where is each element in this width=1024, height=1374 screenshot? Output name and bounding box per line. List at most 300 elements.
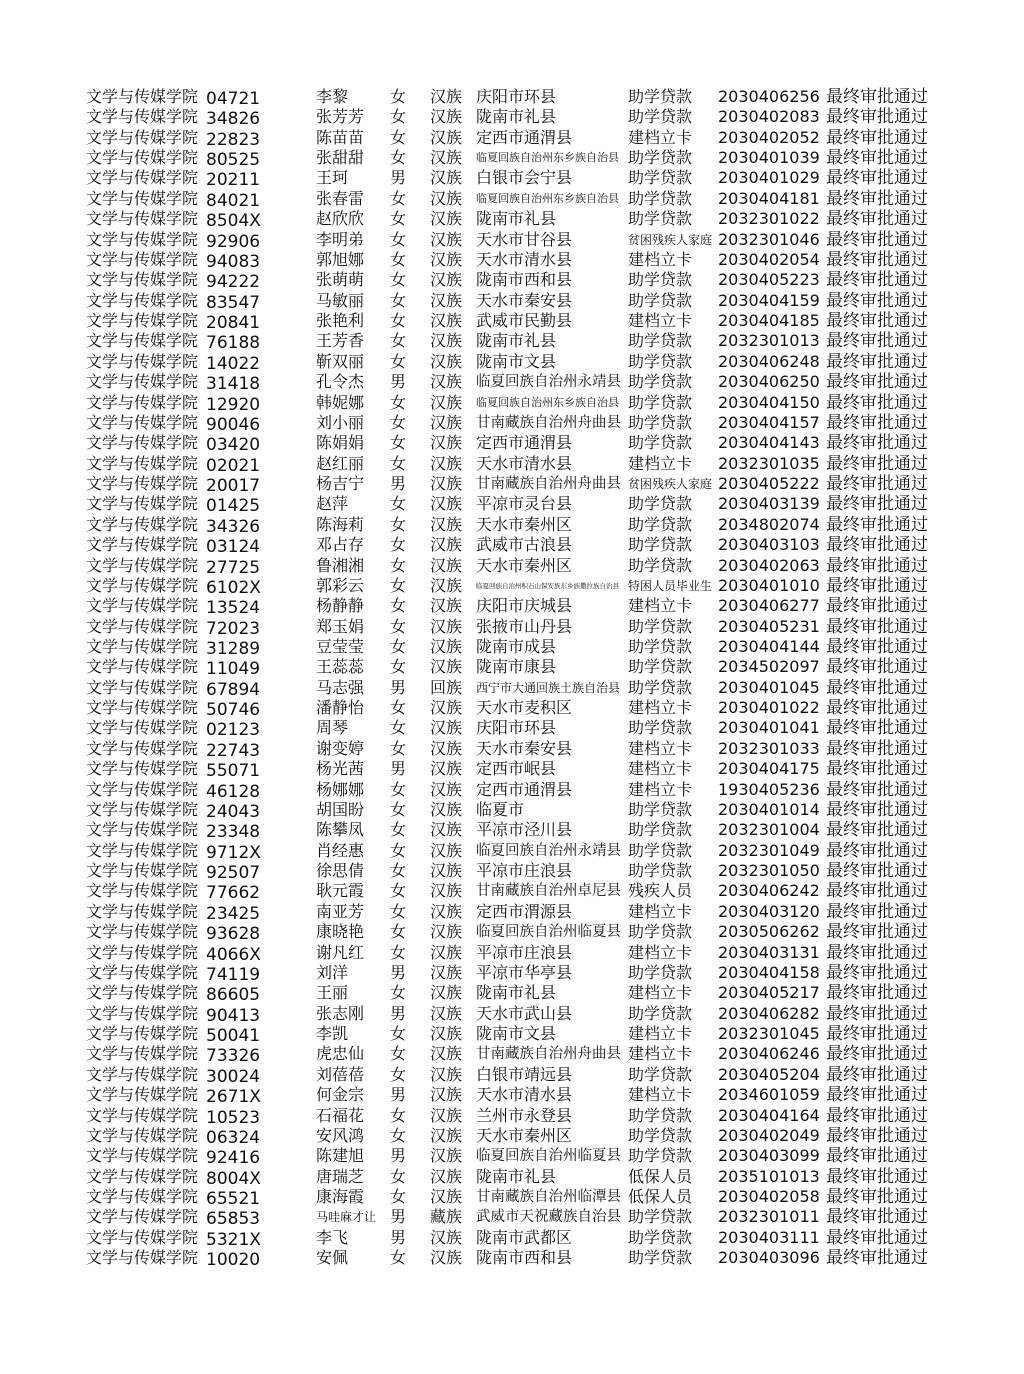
college-cell: 文学与传媒学院 (86, 799, 199, 819)
table-row (0, 1024, 1024, 1047)
category-cell: 助学贷款 (628, 616, 693, 636)
college-cell: 文学与传媒学院 (86, 372, 199, 392)
college-cell: 文学与传媒学院 (86, 535, 199, 555)
name-cell: 韩妮娜 (316, 392, 365, 412)
category-cell: 助学贷款 (628, 1227, 693, 1247)
name-cell: 李飞 (316, 1227, 349, 1247)
gender-cell: 女 (390, 636, 407, 656)
id-cell: 2671X (206, 1087, 261, 1108)
category-cell: 助学贷款 (628, 1207, 693, 1227)
name-cell: 李凯 (316, 1024, 349, 1044)
origin-cell: 陇南市西和县 (476, 1248, 573, 1268)
category-cell: 建档立卡 (628, 738, 693, 758)
category-cell: 建档立卡 (628, 983, 693, 1003)
origin-cell: 陇南市礼县 (476, 209, 557, 229)
category-cell: 建档立卡 (628, 698, 693, 718)
table-row (0, 270, 1024, 293)
category-cell: 助学贷款 (628, 535, 693, 555)
gender-cell: 女 (390, 616, 407, 636)
status-cell: 最终审批通过 (826, 759, 928, 780)
name-cell: 安佩 (316, 1248, 349, 1268)
status-cell: 最终审批通过 (826, 1064, 928, 1085)
college-cell: 文学与传媒学院 (86, 657, 199, 677)
status-cell: 最终审批通过 (826, 148, 928, 169)
name-cell: 鲁湘湘 (316, 555, 365, 575)
category-cell: 建档立卡 (628, 901, 693, 921)
status-cell: 最终审批通过 (826, 698, 928, 719)
category-cell: 建档立卡 (628, 942, 693, 962)
id-cell: 20211 (206, 170, 261, 191)
table-row (0, 433, 1024, 456)
origin-cell: 天水市清水县 (476, 249, 573, 269)
name-cell: 王珂 (316, 168, 349, 188)
origin-cell: 武威市古浪县 (476, 535, 573, 555)
origin-cell: 甘南藏族自治州舟曲县 (476, 476, 621, 493)
id-cell: 24043 (206, 801, 261, 822)
gender-cell: 女 (390, 107, 407, 127)
category-cell: 助学贷款 (628, 168, 693, 188)
category-cell: 助学贷款 (628, 87, 693, 106)
code-cell: 2030404181 (718, 188, 820, 208)
name-cell: 赵萍 (316, 494, 349, 514)
status-cell: 最终审批通过 (826, 575, 928, 596)
college-cell: 文学与传媒学院 (86, 962, 199, 982)
gender-cell: 女 (390, 901, 407, 921)
ethnicity-cell: 汉族 (430, 1085, 463, 1105)
ethnicity-cell: 汉族 (430, 1227, 463, 1247)
code-cell: 2030405217 (718, 983, 820, 1003)
gender-cell: 女 (390, 779, 407, 799)
ethnicity-cell: 汉族 (430, 983, 463, 1003)
origin-cell: 陇南市礼县 (476, 107, 557, 127)
code-cell: 2030404158 (718, 962, 820, 982)
ethnicity-cell: 汉族 (430, 1044, 463, 1064)
name-cell: 肖经惠 (316, 840, 365, 860)
status-cell: 最终审批通过 (826, 1003, 928, 1024)
name-cell: 刘蓓蓓 (316, 1064, 365, 1084)
gender-cell: 女 (390, 1166, 407, 1186)
name-cell: 张艳利 (316, 311, 365, 331)
status-cell: 最终审批通过 (826, 1146, 928, 1167)
gender-cell: 女 (390, 249, 407, 269)
gender-cell: 女 (390, 209, 407, 229)
name-cell: 唐瑞芝 (316, 1166, 365, 1186)
college-cell: 文学与传媒学院 (86, 861, 199, 881)
status-cell: 最终审批通过 (826, 290, 928, 311)
status-cell: 最终审批通过 (826, 596, 928, 617)
id-cell: 10523 (206, 1107, 261, 1128)
name-cell: 杨静静 (316, 596, 365, 616)
code-cell: 2034502097 (718, 657, 820, 677)
id-cell: 90046 (206, 414, 261, 435)
ethnicity-cell: 汉族 (430, 1024, 463, 1044)
status-cell: 最终审批通过 (826, 942, 928, 963)
id-cell: 93628 (206, 924, 261, 945)
gender-cell: 男 (390, 1003, 407, 1023)
gender-cell: 男 (390, 372, 407, 392)
name-cell: 王蕊蕊 (316, 657, 365, 677)
table-row (0, 128, 1024, 148)
origin-cell: 庆阳市环县 (476, 718, 557, 738)
status-cell: 最终审批通过 (826, 555, 928, 576)
ethnicity-cell: 汉族 (430, 209, 463, 229)
college-cell: 文学与传媒学院 (86, 412, 199, 432)
college-cell: 文学与传媒学院 (86, 188, 199, 208)
category-cell: 助学贷款 (628, 392, 693, 412)
college-cell: 文学与传媒学院 (86, 636, 199, 656)
origin-cell: 天水市清水县 (476, 1085, 573, 1105)
category-cell: 建档立卡 (628, 1044, 693, 1064)
code-cell: 2030402058 (718, 1186, 820, 1206)
name-cell: 谢变婷 (316, 738, 365, 758)
name-cell: 马哇麻才让 (316, 1210, 377, 1225)
id-cell: 03420 (206, 435, 261, 456)
category-cell: 助学贷款 (628, 107, 693, 127)
college-cell: 文学与传媒学院 (86, 270, 199, 290)
status-cell: 最终审批通过 (826, 1125, 928, 1146)
status-cell: 最终审批通过 (826, 1085, 928, 1106)
name-cell: 刘小丽 (316, 412, 365, 432)
id-cell: 03124 (206, 537, 261, 558)
category-cell: 助学贷款 (628, 718, 693, 738)
category-cell: 助学贷款 (628, 148, 693, 168)
id-cell: 80525 (206, 150, 261, 171)
code-cell: 2030406250 (718, 372, 820, 392)
id-cell: 86605 (206, 985, 261, 1006)
name-cell: 张芳芳 (316, 107, 365, 127)
origin-cell: 天水市甘谷县 (476, 229, 573, 249)
origin-cell: 定西市岷县 (476, 759, 557, 779)
name-cell: 王丽 (316, 983, 349, 1003)
id-cell: 55071 (206, 761, 261, 782)
category-cell: 助学贷款 (628, 840, 693, 860)
college-cell: 文学与传媒学院 (86, 229, 199, 249)
status-cell: 最终审批通过 (826, 107, 928, 128)
origin-cell: 天水市秦安县 (476, 738, 573, 758)
name-cell: 刘洋 (316, 962, 349, 982)
table-row (0, 983, 1024, 1006)
code-cell: 2032301022 (718, 209, 820, 229)
table-row (0, 209, 1024, 232)
ethnicity-cell: 汉族 (430, 514, 463, 534)
status-cell: 最终审批通过 (826, 922, 928, 943)
name-cell: 张萌萌 (316, 270, 365, 290)
status-cell: 最终审批通过 (826, 229, 928, 250)
category-cell: 助学贷款 (628, 962, 693, 982)
ethnicity-cell: 汉族 (430, 433, 463, 453)
code-cell: 2030404159 (718, 290, 820, 310)
college-cell: 文学与传媒学院 (86, 249, 199, 269)
origin-cell: 临夏回族自治州积石山保安族东乡族撒拉族自治县 (476, 581, 619, 590)
ethnicity-cell: 汉族 (430, 311, 463, 331)
origin-cell: 天水市秦州区 (476, 555, 573, 575)
status-cell: 最终审批通过 (826, 657, 928, 678)
code-cell: 2030406248 (718, 351, 820, 371)
code-cell: 2030401045 (718, 677, 820, 697)
gender-cell: 女 (390, 1024, 407, 1044)
name-cell: 杨娜娜 (316, 779, 365, 799)
status-cell: 最终审批通过 (826, 249, 928, 270)
gender-cell: 女 (390, 575, 407, 595)
status-cell: 最终审批通过 (826, 738, 928, 759)
origin-cell: 天水市清水县 (476, 453, 573, 473)
code-cell: 2030405223 (718, 270, 820, 290)
code-cell: 2032301035 (718, 453, 820, 473)
origin-cell: 临夏回族自治州永靖县 (476, 842, 621, 859)
category-cell: 建档立卡 (628, 1024, 693, 1044)
name-cell: 石福花 (316, 1105, 365, 1125)
name-cell: 陈苗苗 (316, 127, 365, 147)
origin-cell: 平凉市庄浪县 (476, 942, 573, 962)
status-cell: 最终审批通过 (826, 636, 928, 657)
status-cell: 最终审批通过 (826, 311, 928, 332)
category-cell: 建档立卡 (628, 759, 693, 779)
ethnicity-cell: 汉族 (430, 799, 463, 819)
status-cell: 最终审批通过 (826, 1105, 928, 1126)
gender-cell: 女 (390, 718, 407, 738)
table-row (0, 1187, 1024, 1207)
status-cell: 最终审批通过 (826, 1044, 928, 1065)
table-row (0, 617, 1024, 637)
gender-cell: 女 (390, 861, 407, 881)
category-cell: 助学贷款 (628, 1125, 693, 1145)
id-cell: 34826 (206, 109, 261, 130)
college-cell: 文学与传媒学院 (86, 87, 199, 106)
category-cell: 助学贷款 (628, 1064, 693, 1084)
gender-cell: 女 (390, 127, 407, 147)
name-cell: 郑玉娟 (316, 616, 365, 636)
category-cell: 贫困残疾人家庭 (628, 477, 713, 492)
ethnicity-cell: 汉族 (430, 494, 463, 514)
table-row (0, 87, 1024, 107)
status-cell: 最终审批通过 (826, 392, 928, 413)
id-cell: 22823 (206, 129, 261, 150)
origin-cell: 陇南市武都区 (476, 1227, 573, 1247)
table-row (0, 718, 1024, 741)
origin-cell: 天水市秦州区 (476, 1125, 573, 1145)
category-cell: 建档立卡 (628, 779, 693, 799)
status-cell: 最终审批通过 (826, 433, 928, 454)
table-row (0, 352, 1024, 372)
college-cell: 文学与传媒学院 (86, 433, 199, 453)
code-cell: 2030506262 (718, 922, 820, 942)
college-cell: 文学与传媒学院 (86, 1024, 199, 1044)
category-cell: 助学贷款 (628, 636, 693, 656)
college-cell: 文学与传媒学院 (86, 738, 199, 758)
gender-cell: 女 (390, 1044, 407, 1064)
ethnicity-cell: 汉族 (430, 453, 463, 473)
status-cell: 最终审批通过 (826, 331, 928, 352)
table-row (0, 1085, 1024, 1108)
table-row (0, 291, 1024, 311)
code-cell: 2030403120 (718, 901, 820, 921)
id-cell: 74119 (206, 964, 261, 985)
table-row (0, 148, 1024, 171)
name-cell: 马敏丽 (316, 290, 365, 310)
table-row (0, 657, 1024, 680)
ethnicity-cell: 汉族 (430, 962, 463, 982)
ethnicity-cell: 汉族 (430, 1146, 463, 1166)
gender-cell: 女 (390, 738, 407, 758)
code-cell: 2030402083 (718, 107, 820, 127)
code-cell: 2030402052 (718, 127, 820, 147)
id-cell: 02123 (206, 720, 261, 741)
origin-cell: 临夏回族自治州临夏县 (476, 924, 621, 941)
table-row (0, 1228, 1024, 1248)
code-cell: 2032301046 (718, 229, 820, 249)
gender-cell: 女 (390, 881, 407, 901)
status-cell: 最终审批通过 (826, 799, 928, 820)
gender-cell: 女 (390, 1105, 407, 1125)
gender-cell: 女 (390, 494, 407, 514)
ethnicity-cell: 汉族 (430, 861, 463, 881)
category-cell: 助学贷款 (628, 494, 693, 514)
category-cell: 建档立卡 (628, 311, 693, 331)
category-cell: 助学贷款 (628, 331, 693, 351)
code-cell: 2030406256 (718, 87, 820, 106)
code-cell: 2030403111 (718, 1227, 820, 1247)
code-cell: 2030402063 (718, 555, 820, 575)
code-cell: 2030403099 (718, 1146, 820, 1166)
table-row (0, 107, 1024, 130)
ethnicity-cell: 汉族 (430, 901, 463, 921)
ethnicity-cell: 汉族 (430, 698, 463, 718)
category-cell: 助学贷款 (628, 555, 693, 575)
gender-cell: 女 (390, 698, 407, 718)
gender-cell: 女 (390, 799, 407, 819)
table-row (0, 759, 1024, 782)
name-cell: 陈海莉 (316, 514, 365, 534)
origin-cell: 临夏回族自治州东乡族自治县 (476, 151, 619, 165)
ethnicity-cell: 汉族 (430, 636, 463, 656)
id-cell: 04721 (206, 89, 261, 109)
college-cell: 文学与传媒学院 (86, 881, 199, 901)
category-cell: 助学贷款 (628, 1248, 693, 1268)
college-cell: 文学与传媒学院 (86, 575, 199, 595)
name-cell: 胡国盼 (316, 799, 365, 819)
college-cell: 文学与传媒学院 (86, 983, 199, 1003)
table-row (0, 698, 1024, 721)
origin-cell: 天水市武山县 (476, 1003, 573, 1023)
category-cell: 助学贷款 (628, 820, 693, 840)
name-cell: 康晓艳 (316, 922, 365, 942)
gender-cell: 女 (390, 1186, 407, 1206)
category-cell: 助学贷款 (628, 799, 693, 819)
id-cell: 50746 (206, 700, 261, 721)
ethnicity-cell: 汉族 (430, 738, 463, 758)
id-cell: 73326 (206, 1046, 261, 1067)
college-cell: 文学与传媒学院 (86, 1125, 199, 1145)
category-cell: 建档立卡 (628, 596, 693, 616)
name-cell: 周琴 (316, 718, 349, 738)
status-cell: 最终审批通过 (826, 1166, 928, 1187)
college-cell: 文学与传媒学院 (86, 596, 199, 616)
category-cell: 低保人员 (628, 1186, 693, 1206)
college-cell: 文学与传媒学院 (86, 1085, 199, 1105)
table-row (0, 168, 1024, 191)
id-cell: 92906 (206, 231, 261, 252)
id-cell: 20017 (206, 476, 261, 497)
table-row (0, 800, 1024, 820)
status-cell: 最终审批通过 (826, 718, 928, 739)
ethnicity-cell: 汉族 (430, 107, 463, 127)
table-row (0, 515, 1024, 535)
gender-cell: 女 (390, 311, 407, 331)
category-cell: 助学贷款 (628, 372, 693, 392)
name-cell: 康海霞 (316, 1186, 365, 1206)
id-cell: 12920 (206, 394, 261, 415)
id-cell: 31289 (206, 638, 261, 659)
origin-cell: 定西市通渭县 (476, 127, 573, 147)
table-row (0, 596, 1024, 619)
table-row (0, 474, 1024, 497)
ethnicity-cell: 汉族 (430, 188, 463, 208)
ethnicity-cell: 汉族 (430, 474, 463, 494)
origin-cell: 白银市会宁县 (476, 168, 573, 188)
id-cell: 67894 (206, 679, 261, 700)
code-cell: 2030404144 (718, 636, 820, 656)
name-cell: 谢凡红 (316, 942, 365, 962)
table-row (0, 1126, 1024, 1146)
origin-cell: 临夏回族自治州东乡族自治县 (476, 191, 619, 205)
college-cell: 文学与传媒学院 (86, 148, 199, 168)
code-cell: 2030406246 (718, 1044, 820, 1064)
ethnicity-cell: 汉族 (430, 372, 463, 392)
origin-cell: 甘南藏族自治州临潭县 (476, 1188, 621, 1205)
gender-cell: 女 (390, 229, 407, 249)
table-row (0, 881, 1024, 904)
table-row (0, 922, 1024, 945)
code-cell: 2030404175 (718, 759, 820, 779)
code-cell: 2030404150 (718, 392, 820, 412)
origin-cell: 临夏回族自治州东乡族自治县 (476, 395, 619, 409)
table-row (0, 535, 1024, 558)
origin-cell: 陇南市文县 (476, 351, 557, 371)
gender-cell: 女 (390, 657, 407, 677)
code-cell: 2034601059 (718, 1085, 820, 1105)
origin-cell: 平凉市泾川县 (476, 820, 573, 840)
category-cell: 助学贷款 (628, 514, 693, 534)
ethnicity-cell: 汉族 (430, 1105, 463, 1125)
code-cell: 2032301004 (718, 820, 820, 840)
origin-cell: 张掖市山丹县 (476, 616, 573, 636)
code-cell: 2030403096 (718, 1248, 820, 1268)
gender-cell: 女 (390, 392, 407, 412)
code-cell: 2030402049 (718, 1125, 820, 1145)
id-cell: 92416 (206, 1148, 261, 1169)
origin-cell: 陇南市西和县 (476, 270, 573, 290)
origin-cell: 甘南藏族自治州卓尼县 (476, 883, 621, 900)
college-cell: 文学与传媒学院 (86, 107, 199, 127)
name-cell: 张春雷 (316, 188, 365, 208)
name-cell: 安风鸿 (316, 1125, 365, 1145)
ethnicity-cell: 汉族 (430, 1064, 463, 1084)
name-cell: 郭旭娜 (316, 249, 365, 269)
code-cell: 1930405236 (718, 779, 820, 799)
ethnicity-cell: 汉族 (430, 1186, 463, 1206)
category-cell: 助学贷款 (628, 188, 693, 208)
code-cell: 2030401029 (718, 168, 820, 188)
category-cell: 助学贷款 (628, 290, 693, 310)
id-cell: 14022 (206, 353, 261, 374)
ethnicity-cell: 汉族 (430, 290, 463, 310)
status-cell: 最终审批通过 (826, 209, 928, 230)
status-cell: 最终审批通过 (826, 351, 928, 372)
origin-cell: 临夏市 (476, 799, 525, 819)
gender-cell: 女 (390, 942, 407, 962)
id-cell: 94083 (206, 251, 261, 272)
id-cell: 76188 (206, 333, 261, 354)
